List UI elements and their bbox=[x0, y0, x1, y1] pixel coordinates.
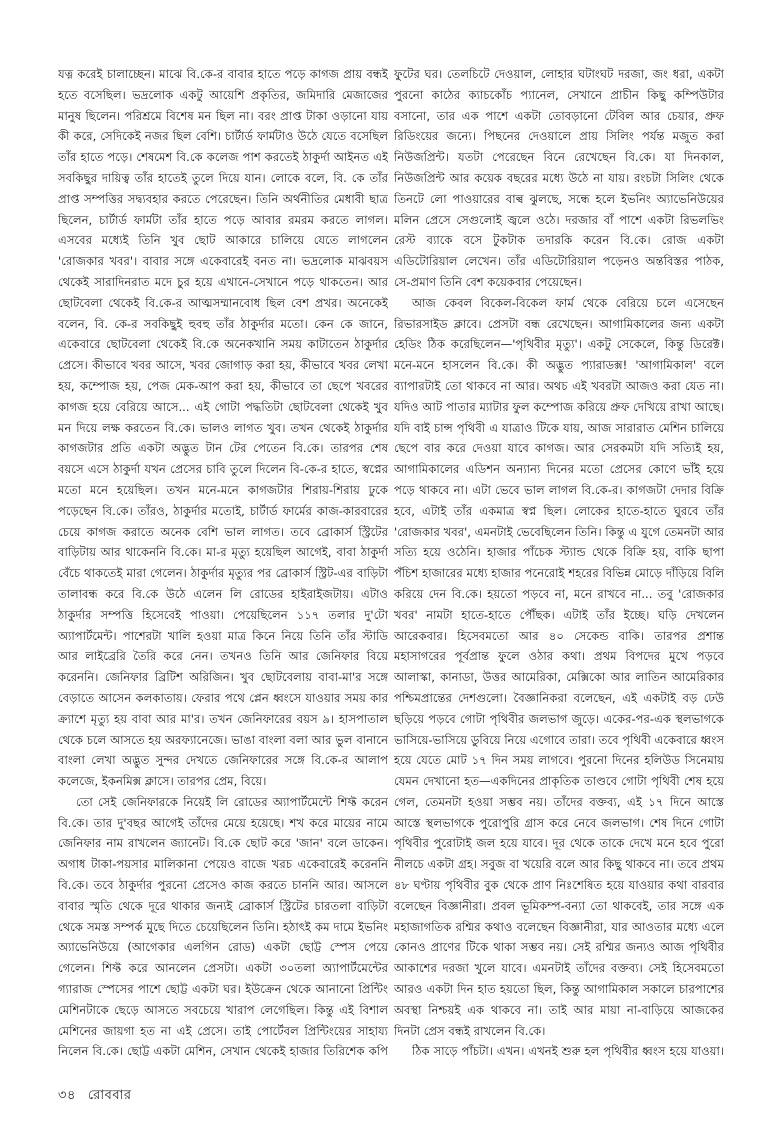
page-number: ৩৪ bbox=[58, 1088, 76, 1103]
article-column-right bbox=[394, 64, 724, 1064]
page-footer bbox=[58, 1086, 131, 1107]
paragraph: ঠিক সাড়ে পাঁচটা। এখন। এখনই শুরু হল পৃথিবীর ধ্বংস হয়ে যাওয়া। bbox=[412, 1044, 724, 1059]
paragraph: আজ কেবল বিকেল-বিকেল ফার্ম থেকে বেরিয়ে চলে এসেছেন রিভারসাইড ক্লাবে। প্রেসটা বন্ধ রেখেছেন। আগামিকালের জন্য একটা হেডিং ঠিক করেছিলেন—'পৃথিবীর মৃত্যু'। একটু সেকেলে, কিন্তু ডিরেক্ট। মনে-মনে হাসলেন বি.কে। কী অদ্ভুত প্যারাডক্স! 'আগামিকাল' বলে ব্যাপারটাই তো থাকবে না আর। অথচ এই খবরটা আজও করা যেত না। যদিও আট পাতার ম্যাটার ফুল কম্পোজ করিয়ে প্রুফ দেখিয়ে রাখা আছে। যদি বাই চান্স পৃথিবী এ যাত্রাও টিকে যায়, আজ সারারাত মেশিন চালিয়ে ছেপে বার করে দেওয়া যাবে কাগজ। আর সেরকমটা যদি সত্যিই হয়, আগামিকালের এডিশন অন্যান্য দিনের মতো প্রেসের কোণে ভাঁই হয়ে পড়ে থাকবে না। এটা ভেবে ভাল লাগল বি.কে-র। কাগজটা দেদার বিক্রি হবে, এটাই তাঁর একমাত্র স্বপ্ন ছিল। লোকের হাতে-হাতে ঘুরবে তাঁর 'রোজকার খবর', এমনটাই ভেবেছিলেন তিনি। কিন্তু এ যুগে তেমনটা আর সত্যি হয়ে ওঠেনি। হাজার পাঁচেক স্ট্যান্ড থেকে বিক্রি হয়, বাকি ছাপা পঁচিশ হাজারের মধ্যে হাজার পনেরোই শহরের বিভিন্ন মোড়ে দাঁড়িয়ে বিলি করিয়ে দেন বি.কে। হয়তো পড়বে না, মনে রাখবে না... তবু 'রোজকার খবর' নামটা হাতে-হাতে পৌঁছক। এটাই তাঁর ইচ্ছে। ঘড়ি দেখলেন আরেকবার। হিসেবমতো আর ৪০ সেকেন্ড বাকি। তারপর প্রশান্ত মহাসাগরের পূর্বপ্রান্ত ফুলে ওঠার কথা। প্রথম বিপদের মুখে পড়বে আলাস্কা, কানাডা, উত্তর আমেরিকা, মেক্সিকো আর লাতিন আমেরিকার পশ্চিমপ্রান্তের দেশগুলো। বৈজ্ঞানিকরা বলেছেন, এই একটাই বড় ঢেউ ছড়িয়ে পড়বে গোটা পৃথিবীর জলভাগ জুড়ে। একের-পর-এক স্থলভাগকে ভাসিয়ে-ভাসিয়ে ডুবিয়ে নিয়ে এগোবে তারা। তবে পৃথিবী একেবারে ধ্বংস হয়ে যেতে মোট ১৭ দিন সময় লাগবে। পুরনো দিনের হলিউড সিনেমায় যেমন দেখানো হত—একদিনের প্রাকৃতিক তাণ্ডবে গোটা পৃথিবী শেষ হয়ে গেল, তেমনটা হওয়া সম্ভব নয়। তাঁদের বক্তব্য, এই ১৭ দিনে আস্তে আস্তে স্থলভাগকে পুরোপুরি গ্রাস করে নেবে জলভাগ। শেষ দিনে গোটা পৃথিবীর পুরোটাই জল হয়ে যাবে। দূর থেকে তাকে দেখে মনে হবে পুরো নীলচে একটা গ্রহ। সবুজ বা খয়েরি বলে আর কিছু থাকবে না। তবে প্রথম ৪৮ ঘণ্টায় পৃথিবীর বুক থেকে প্রাণ নিঃশেষিত হয়ে যাওয়ার কথা বারবার বলেছেন বিজ্ঞানীরা। প্রবল ভূমিকম্প-বন্যা তো থাকবেই, তার সঙ্গে এক মহাজাগতিক রশ্মির কথাও বলেছেন বিজ্ঞানীরা, যার আওতার মধ্যে এলে কোনও প্রাণের টিকে থাকা সম্ভব নয়। সেই রশ্মির জন্যও আজ পৃথিবীর আকাশের দরজা খুলে যাবে। এমনটাই তাঁদের বক্তব্য। সেই হিসেবমতো আরও একটা দিন হাত হয়তো ছিল, কিন্তু আগামিকাল সকালে চারপাশের অবস্থা নিশ্চয়ই এক থাকবে না। তাই আর মায়া না-বাড়িয়ে আজকের দিনটা প্রেস বন্ধই রাখলেন বি.কে। bbox=[394, 295, 724, 1038]
paragraph: ফুটের ঘর। তেলচিটে দেওয়াল, লোহার ঘটাংঘট দরজা, জং ধরা, একটা পুরনো কাঠের ক্যাচকোঁচ প্যানেল, সেখানে প্রাচীন কিছু কম্পিউটার বসানো, তার এক পাশে একটা তোবড়ানো টেবিল আর চেয়ার, প্রুফ রিডিংয়ের জন্যে। পিছনের দেওয়ালে প্রায় সিলিং পর্যন্ত মজুত করা নিউজপ্রিন্ট। যতটা পেরেছেন বিনে রেখেছেন বি.কে। যা দিনকাল, নিউজপ্রিন্ট আর কয়েক বছরের মধ্যে উঠে না যায়। রংচটা সিলিং থেকে তিনটে লো পাওয়ারের বাল্ব ঝুলছে, সন্ধে হলে ইভনিং অ্যাভেনিউয়ের মলিন প্রেসে সেগুলোই জ্বলে ওঠে। দরজার বাঁ পাশে একটা রিভলভিং রেস্ট ব্যাকে বসে টুকটাক তদারকি করেন বি.কে। রোজ একটা এডিটোরিয়াল লেখেন। তাঁর এডিটোরিয়াল পড়েনও অন্তবিস্তর পাঠক, সে-প্রমাণ তিনি বেশ কয়েকবার পেয়েছেন। bbox=[394, 67, 724, 289]
paragraph: তো সেই জেনিফারকে নিয়েই লি রোডের অ্যাপার্টমেন্টে শিফ্ট করেন বি.কে। তার দু'বছর আগেই তাঁদের মেয়ে হয়েছে। শখ করে মায়ের নামে জেনিফার নাম রাখলেন জ্যানেট। বি.কে ছোট করে 'জান' বলে ডাকেন। অগাধ টাকা-পয়সার মালিকানা পেয়েও বাজে খরচ একেবারেই করেননি বি.কে। তবে ঠাকুর্দার পুরনো প্রেসেও কাজ করতে চাননি আর। আসলে বাবার স্মৃতি থেকে দূরে থাকার জন্যই ব্রোকার্স স্ট্রিটের চারতলা বাড়িটা থেকে সমস্ত সম্পর্ক মুছে দিতে চেয়েছিলেন তিনি। হঠাৎই কম দামে ইভনিং অ্যাভেনিউয়ে (আগেকার এলগিন রোড) একটা ছোট্ট স্পেস পেয়ে গেলেন। শিফ্ট করে আনলেন প্রেসটা। একটা ৩০তলা অ্যাপার্টমেন্টের গ্যারাজ স্পেসের পাশে ছোট্ট একটা ঘর। ইউক্রেন থেকে আনানো প্রিন্টিং মেশিনটাকে ছেড়ে আসতে সবচেয়ে খারাপ লেগেছিল। কিন্তু এই বিশাল মেশিনের জায়গা হত না এই প্রেসে। তাই পোর্টেবল প্রিন্টিংয়ের সাহায্য নিলেন বি.কে। ছোট্ট একটা মেশিন, সেখান থেকেই হাজার তিরিশেক কপি bbox=[58, 794, 388, 1059]
magazine-name: রোববার bbox=[87, 1088, 132, 1103]
paragraph: যত্ন করেই চালাচ্ছেন। মাঝে বি.কে-র বাবার হাতে পড়ে কাগজ প্রায় বন্ধই হতে বসেছিল। ভদ্রলোক একটু আয়েশি প্রকৃতির, জমিদারি মেজাজের মানুষ ছিলেন। পরিশ্রমে বিশেষ মন ছিল না। বরং প্রাপ্ত টাকা ওড়ানো যায় কী করে, সেদিকেই নজর ছিল বেশি। চার্টার্ড ফার্মটাও উঠে যেতে বসেছিল তাঁর হাতে পড়ে। শেষমেশ বি.কে কলেজ পাশ করতেই ঠাকুর্দা আইনত এই সবকিছুর দায়িত্ব তাঁর হাতেই তুলে দিয়ে যান। লোকে বলে, বি. কে তাঁর প্রাপ্ত সম্পত্তির সদ্ব্যবহার করতে পেরেছেন। তিনি অর্থনীতির মেধাবী ছাত্র ছিলেন, চার্টার্ড ফার্মটা তাঁর হাতে পড়ে আবার রমরম করতে লাগল। এসবের মধ্যেই তিনি খুব ছোট আকারে চালিয়ে যেতে লাগলেন 'রোজকার খবর'। বাবার সঙ্গে একেবারেই বনত না। ভদ্রলোক মাঝবয়স থেকেই সারাদিনরাত মদে চুর হয়ে এখানে-সেখানে পড়ে থাকতেন। আর ছোটবেলা থেকেই বি.কে-র আত্মসম্মানবোধ ছিল বেশ প্রখর। অনেকেই বলেন, বি. কে-র সবকিছুই হুবহু তাঁর ঠাকুর্দার মতো। কেন কে জানে, একেবারে ছোটবেলা থেকেই বি.কে অনেকখানি সময় কাটাতেন ঠাকুর্দার প্রেসে। কীভাবে খবর আসে, খবর জোগাড় করা হয়, কীভাবে খবর লেখা হয়, কম্পোজ হয়, পেজ মেক-আপ করা হয়, কীভাবে তা ছেপে খবরের কাগজ হয়ে বেরিয়ে আসে... এই গোটা পদ্ধতিটা ছোটবেলা থেকেই খুব মন দিয়ে লক্ষ করতেন বি.কে। ভালও লাগত খুব। তখন থেকেই ঠাকুর্দার কাগজটার প্রতি একটা অদ্ভুত টান টের পেতেন বি.কে। তারপর শেষ বয়সে এসে ঠাকুর্দা যখন প্রেসের চাবি তুলে দিলেন বি-কে-র হাতে, স্বপ্নের মতো মনে হয়েছিল। তখন মনে-মনে কাগজটার শিরায়-শিরায় ঢুকে পড়েছেন বি.কে। তাঁরও, ঠাকুর্দার মতোই, চার্টার্ড ফার্মের কাজ-কারবারের চেয়ে কাগজ করাতে অনেক বেশি ভাল লাগত। তবে ব্রোকার্স স্ট্রিটের বাড়িটায় আর থাকেননি বি.কে। মা-র মৃত্যু হয়েছিল আগেই, বাবা ঠাকুর্দা বেঁচে থাকতেই মারা গেলেন। ঠাকুর্দার মৃত্যুর পর ব্রোকার্স স্ট্রিট-এর বাড়িটা তালাবন্ধ করে বি.কে উঠে এলেন লি রোডের হাইরাইজটায়। এটাও ঠাকুর্দার সম্পত্তি হিসেবেই পাওয়া। পেয়েছিলেন ১১৭ তলার দু'টো অ্যাপার্টমেন্ট। পাশেরটা খালি হওয়া মাত্র কিনে নিয়ে তিনি তাঁর স্টাডি আর লাইব্রেরি তৈরি করে নেন। তখনও তিনি আর জেনিফার বিয়ে করেননি। জেনিফার ব্রিটিশ অরিজিন। খুব ছোটবেলায় বাবা-মা'র সঙ্গে বেড়াতে আসেন কলকাতায়। ফেরার পথে প্লেন ধ্বংসে যাওয়ার সময় কার ক্র্যাশে মৃত্যু হয় বাবা আর মা'র। তখন জেনিফারের বয়স ৯। হাসপাতাল থেকে চলে আসতে হয় অরফ্যানেজে। ভাঙা বাংলা বলা আর ভুল বানানে বাংলা লেখা অদ্ভুত সুন্দর দেখতে জেনিফারের সঙ্গে বি.কে-র আলাপ কলেজে, ইকনমিক্স ক্লাসে। তারপর প্রেম, বিয়ে। bbox=[58, 67, 388, 789]
article-column-left bbox=[58, 64, 388, 1064]
